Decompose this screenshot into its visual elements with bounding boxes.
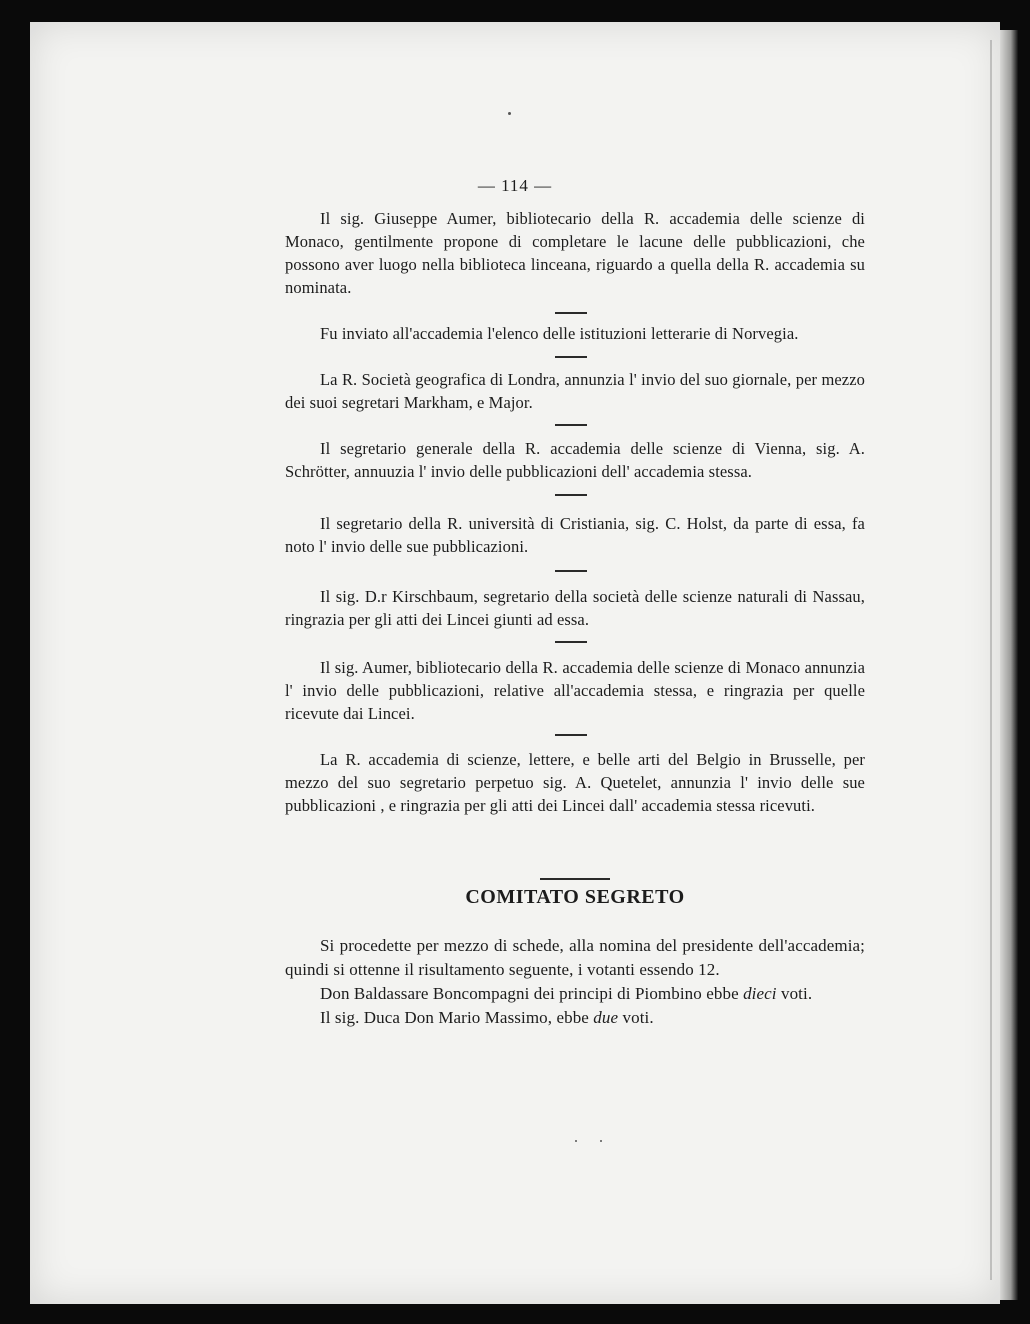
paragraph-text: La R. accademia di scienze, lettere, e belle arti del Belgio in Brusselle, per mezzo del suo segretario perpetuo sig. A. Quetelet, annunzia l' invio delle sue pubblicazioni , e ringrazia per gli atti dei Lincei dall' accademia stessa ricevuti. bbox=[285, 750, 865, 815]
paragraph-text: Il segretario generale della R. accademia delle scienze di Vienna, sig. A. Schrötter, annuuzia l' invio delle pubblicazioni dell' accademia stessa. bbox=[285, 439, 865, 481]
separator-rule bbox=[555, 312, 587, 314]
paragraph-aumer-invio bbox=[285, 656, 865, 725]
page-number: — 114 — bbox=[477, 176, 553, 195]
paper-speck bbox=[508, 112, 511, 115]
vote-count: due bbox=[593, 1008, 619, 1027]
paragraph-nassau bbox=[285, 585, 865, 631]
separator-rule bbox=[555, 641, 587, 643]
closing-vote-line bbox=[285, 982, 865, 1006]
page-edge bbox=[1000, 30, 1018, 1300]
closing-section bbox=[285, 934, 865, 1030]
separator-rule bbox=[555, 570, 587, 572]
separator-rule bbox=[555, 734, 587, 736]
paragraph-belgio bbox=[285, 748, 865, 817]
page-fold-shadow bbox=[990, 40, 992, 1280]
closing-paragraph: Si procedette per mezzo di schede, alla nomina del presidente dell'accademia; quindi si ottenne il risultamento seguente, i votanti essendo 12. bbox=[285, 936, 865, 979]
paragraph-text: Il sig. Aumer, bibliotecario della R. accademia delle scienze di Monaco annunzia l' invio delle pubblicazioni, relative all'accademia stessa, e ringrazia per quelle ricevute dai Lincei. bbox=[285, 658, 865, 723]
paper-speck bbox=[575, 1140, 577, 1142]
paragraph-aumer-proposal bbox=[285, 207, 865, 299]
paragraph-cristiania bbox=[285, 512, 865, 558]
separator-rule bbox=[555, 494, 587, 496]
section-rule bbox=[540, 878, 610, 880]
paragraph-london-society bbox=[285, 368, 865, 414]
paragraph-text: Il sig. D.r Kirschbaum, segretario della società delle scienze naturali di Nassau, ringrazia per gli atti dei Lincei giunti ad essa. bbox=[285, 587, 865, 629]
vote-count: dieci bbox=[743, 984, 777, 1003]
paragraph-text: Il segretario della R. università di Cristiania, sig. C. Holst, da parte di essa, fa noto l' invio delle sue pubblicazioni. bbox=[285, 514, 865, 556]
paragraph-norway bbox=[285, 322, 865, 345]
paragraph-text: La R. Società geografica di Londra, annunzia l' invio del suo giornale, per mezzo dei suoi segretari Markham, e Major. bbox=[285, 370, 865, 412]
paper-speck bbox=[600, 1140, 602, 1142]
paragraph-text: Il sig. Giuseppe Aumer, bibliotecario della R. accademia delle scienze di Monaco, gentilmente propone di completare le lacune delle pubblicazioni, che possono aver luogo nella biblioteca linceana, riguardo a quella della R. accademia su nominata. bbox=[285, 209, 865, 297]
vote-text: voti. bbox=[618, 1008, 654, 1027]
separator-rule bbox=[555, 424, 587, 426]
vote-text: voti. bbox=[776, 984, 813, 1003]
paragraph-vienna bbox=[285, 437, 865, 483]
paragraph-text: Fu inviato all'accademia l'elenco delle istituzioni letterarie di Norvegia. bbox=[320, 324, 799, 343]
separator-rule bbox=[555, 356, 587, 358]
closing-vote-line bbox=[285, 1006, 865, 1030]
section-heading: COMITATO SEGRETO bbox=[465, 886, 685, 908]
vote-text: Il sig. Duca Don Mario Massimo, ebbe bbox=[320, 1008, 594, 1027]
vote-text: Don Baldassare Boncompagni dei principi di Piombino ebbe bbox=[320, 984, 744, 1003]
